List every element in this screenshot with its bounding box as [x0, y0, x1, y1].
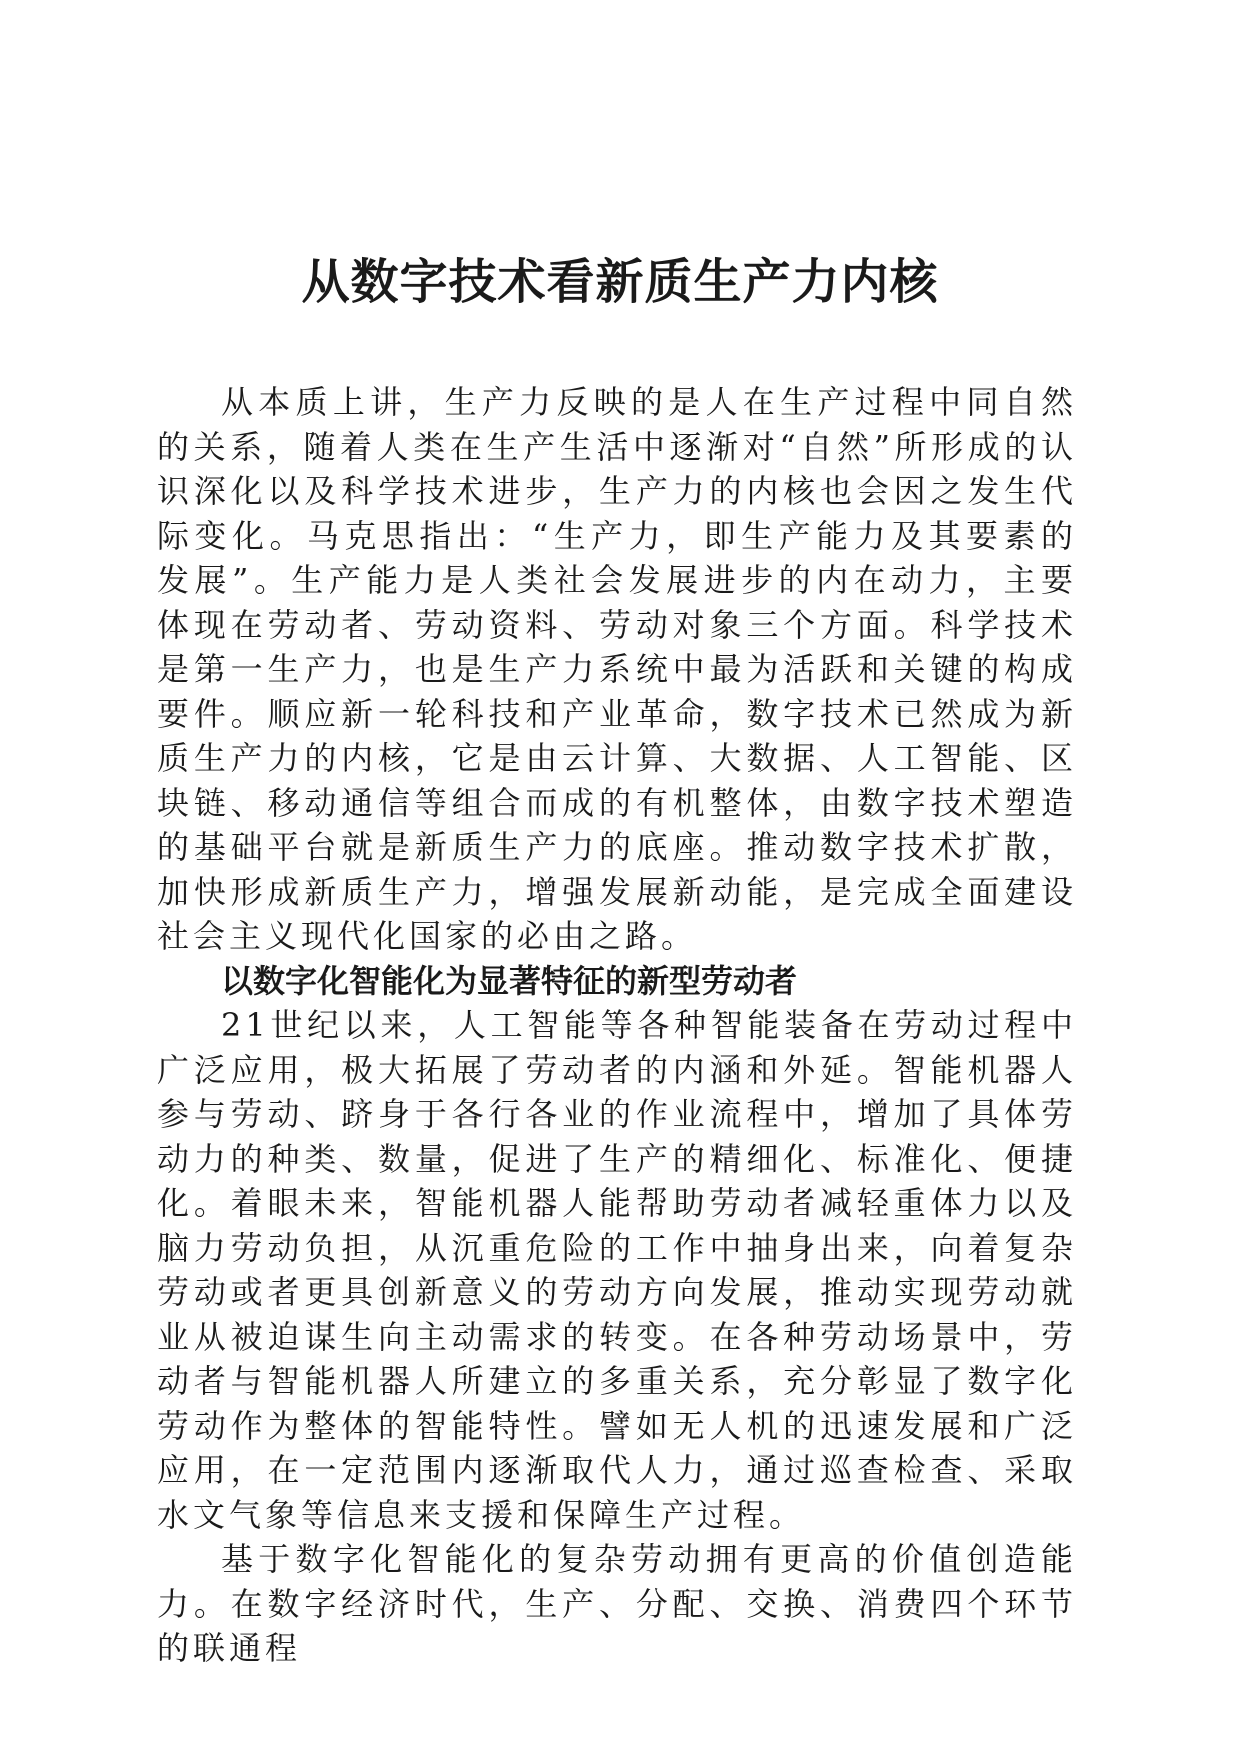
document-title: 从数字技术看新质生产力内核 — [301, 254, 939, 310]
paragraph-new-workers: 21世纪以来，人工智能等各种智能装备在劳动过程中广泛应用，极大拓展了劳动者的内涵和外延。智能机器人参与劳动、跻身于各行各业的作业流程中，增加了具体劳动力的种类、数量，促进了生产的精细化、标准化、便捷化。着眼未来，智能机器人能帮助劳动者减轻重体力以及脑力劳动负担，从沉重危险的工作中抽身出来，向着复杂劳动或者更具创新意义的劳动方向发展，推动实现劳动就业从被迫谋生向主动需求的转变。在各种劳动场景中，劳动者与智能机器人所建立的多重关系，充分彰显了数字化劳动作为整体的智能特性。譬如无人机的迅速发展和广泛应用，在一定范围内逐渐取代人力，通过巡查检查、采取水文气象等信息来支援和保障生产过程。 — [157, 1006, 1077, 1534]
paragraph-intro: 从本质上讲，生产力反映的是人在生产过程中同自然的关系，随着人类在生产生活中逐渐对“自然”所形成的认识深化以及科学技术进步，生产力的内核也会因之发生代际变化。马克思指出：“生产力，即生产能力及其要素的发展”。生产能力是人类社会发展进步的内在动力，主要体现在劳动者、劳动资料、劳动对象三个方面。科学技术是第一生产力，也是生产力系统中最为活跃和关键的构成要件。顺应新一轮科技和产业革命，数字技术已然成为新质生产力的内核，它是由云计算、大数据、人工智能、区块链、移动通信等组合而成的有机整体，由数字技术塑造的基础平台就是新质生产力的底座。推动数字技术扩散，加快形成新质生产力，增强发展新动能，是完成全面建设社会主义现代化国家的必由之路。 — [157, 383, 1077, 955]
paragraph-complex-labor: 基于数字化智能化的复杂劳动拥有更高的价值创造能力。在数字经济时代，生产、分配、交换、消费四个环节的联通程 — [157, 1540, 1077, 1667]
section-heading: 以数字化智能化为显著特征的新型劳动者 — [221, 961, 798, 1000]
document-body — [157, 380, 1077, 1671]
